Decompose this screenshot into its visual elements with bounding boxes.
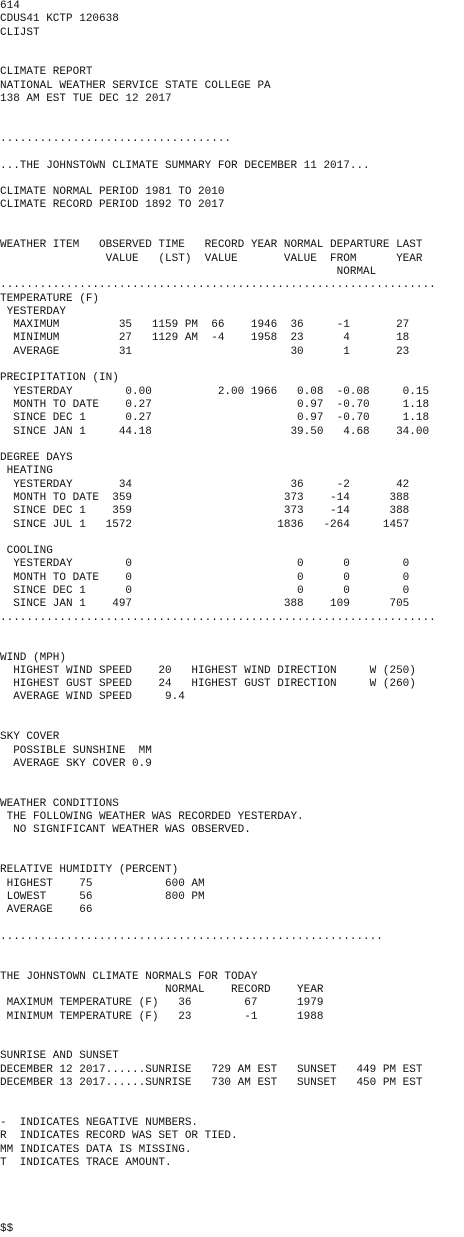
table-header: NORMAL RECORD YEAR <box>0 983 324 996</box>
section-heading: WIND (MPH) <box>0 651 67 664</box>
report-line: CLIJST <box>0 26 40 39</box>
subsection-heading: COOLING <box>0 545 53 558</box>
legend-line: T INDICATES TRACE AMOUNT. <box>0 1156 172 1169</box>
section-heading: PRECIPITATION (IN) <box>0 372 119 385</box>
report-line <box>0 40 464 53</box>
table-row: SINCE JAN 1 497 388 109 705 <box>0 598 410 611</box>
report-line <box>0 771 464 784</box>
report-line <box>0 1104 464 1117</box>
summary-heading: ...THE JOHNSTOWN CLIMATE SUMMARY FOR DECEMBER 11 2017... <box>0 159 370 172</box>
table-row: MAXIMUM 35 1159 PM 66 1946 36 -1 27 <box>0 319 410 332</box>
report-line <box>0 1183 464 1196</box>
table-row: MAXIMUM TEMPERATURE (F) 36 67 1979 <box>0 997 324 1010</box>
report-line <box>0 1090 464 1103</box>
report-line <box>0 838 464 851</box>
report-line <box>0 638 464 651</box>
wind-row: HIGHEST GUST SPEED 24 HIGHEST GUST DIRECTION W (260) <box>0 678 416 691</box>
report-line <box>0 53 464 66</box>
table-row: YESTERDAY 0 0 0 0 <box>0 558 410 571</box>
report-line <box>0 1170 464 1183</box>
table-header: WEATHER ITEM OBSERVED TIME RECORD YEAR NORMAL DEPARTURE LAST <box>0 239 423 252</box>
report-line <box>0 705 464 718</box>
report-line <box>0 120 464 133</box>
section-heading: SUNRISE AND SUNSET <box>0 1050 119 1063</box>
report-line <box>0 173 464 186</box>
table-row: MONTH TO DATE 0.27 0.97 -0.70 1.18 <box>0 398 430 411</box>
humidity-row: HIGHEST 75 600 AM <box>0 877 205 890</box>
dotted-divider: ................................... <box>0 132 232 145</box>
record-period: CLIMATE RECORD PERIOD 1892 TO 2017 <box>0 199 225 212</box>
legend-line: R INDICATES RECORD WAS SET OR TIED. <box>0 1130 238 1143</box>
sky-row: POSSIBLE SUNSHINE MM <box>0 744 152 757</box>
table-row: MONTH TO DATE 359 373 -14 388 <box>0 491 410 504</box>
report-title: CLIMATE REPORT <box>0 66 93 79</box>
conditions-text: NO SIGNIFICANT WEATHER WAS OBSERVED. <box>0 824 251 837</box>
report-line <box>0 718 464 731</box>
sun-row: DECEMBER 13 2017......SUNRISE 730 AM EST SUNSET 450 PM EST <box>0 1077 423 1090</box>
section-heading: THE JOHNSTOWN CLIMATE NORMALS FOR TODAY <box>0 970 258 983</box>
dotted-divider: .................................................................. <box>0 279 436 292</box>
normal-period: CLIMATE NORMAL PERIOD 1981 TO 2010 <box>0 186 225 199</box>
subsection-heading: YESTERDAY <box>0 305 67 318</box>
report-line <box>0 1024 464 1037</box>
subsection-heading: HEATING <box>0 465 53 478</box>
section-heading: WEATHER CONDITIONS <box>0 797 119 810</box>
report-issued-time: 138 AM EST TUE DEC 12 2017 <box>0 93 172 106</box>
report-line <box>0 785 464 798</box>
report-line <box>0 957 464 970</box>
table-row: MINIMUM TEMPERATURE (F) 23 -1 1988 <box>0 1010 324 1023</box>
table-row: YESTERDAY 34 36 -2 42 <box>0 478 410 491</box>
legend-line: MM INDICATES DATA IS MISSING. <box>0 1143 192 1156</box>
report-line <box>0 1210 464 1223</box>
sun-row: DECEMBER 12 2017......SUNRISE 729 AM EST SUNSET 449 PM EST <box>0 1063 423 1076</box>
report-line <box>0 226 464 239</box>
report-line <box>0 851 464 864</box>
report-line <box>0 439 464 452</box>
table-row: MINIMUM 27 1129 AM -4 1958 23 4 18 <box>0 332 410 345</box>
report-line <box>0 359 464 372</box>
report-line <box>0 532 464 545</box>
report-line: 614 <box>0 0 20 12</box>
wind-row: AVERAGE WIND SPEED 9.4 <box>0 691 185 704</box>
table-row: SINCE JAN 1 44.18 39.50 4.68 34.00 <box>0 425 430 438</box>
report-office: NATIONAL WEATHER SERVICE STATE COLLEGE PA <box>0 79 271 92</box>
humidity-row: AVERAGE 66 <box>0 904 93 917</box>
section-heading: TEMPERATURE (F) <box>0 292 100 305</box>
report-line <box>0 1197 464 1210</box>
sky-row: AVERAGE SKY COVER 0.9 <box>0 757 152 770</box>
dotted-divider: .......................................................... <box>0 930 383 943</box>
table-row: SINCE DEC 1 0 0 0 0 <box>0 585 410 598</box>
report-line <box>0 213 464 226</box>
end-marker: $$ <box>0 1223 14 1236</box>
legend-line: - INDICATES NEGATIVE NUMBERS. <box>0 1116 199 1129</box>
table-row: SINCE DEC 1 359 373 -14 388 <box>0 505 410 518</box>
table-row: AVERAGE 31 30 1 23 <box>0 345 410 358</box>
humidity-row: LOWEST 56 800 PM <box>0 890 205 903</box>
report-line <box>0 917 464 930</box>
section-heading: DEGREE DAYS <box>0 452 73 465</box>
table-header: NORMAL <box>0 265 377 278</box>
report-line <box>0 944 464 957</box>
table-row: YESTERDAY 0.00 2.00 1966 0.08 -0.08 0.15 <box>0 385 430 398</box>
table-header: VALUE (LST) VALUE VALUE FROM YEAR <box>0 252 423 265</box>
report-line <box>0 1037 464 1050</box>
report-line <box>0 106 464 119</box>
table-row: SINCE DEC 1 0.27 0.97 -0.70 1.18 <box>0 412 430 425</box>
dotted-divider: .................................................................. <box>0 611 436 624</box>
conditions-text: THE FOLLOWING WEATHER WAS RECORDED YESTERDAY. <box>0 811 304 824</box>
report-line <box>0 146 464 159</box>
report-line: CDUS41 KCTP 120638 <box>0 13 119 26</box>
table-row: SINCE JUL 1 1572 1836 -264 1457 <box>0 518 410 531</box>
report-line <box>0 625 464 638</box>
table-row: MONTH TO DATE 0 0 0 0 <box>0 571 410 584</box>
wind-row: HIGHEST WIND SPEED 20 HIGHEST WIND DIRECTION W (250) <box>0 664 416 677</box>
section-heading: RELATIVE HUMIDITY (PERCENT) <box>0 864 179 877</box>
section-heading: SKY COVER <box>0 731 60 744</box>
